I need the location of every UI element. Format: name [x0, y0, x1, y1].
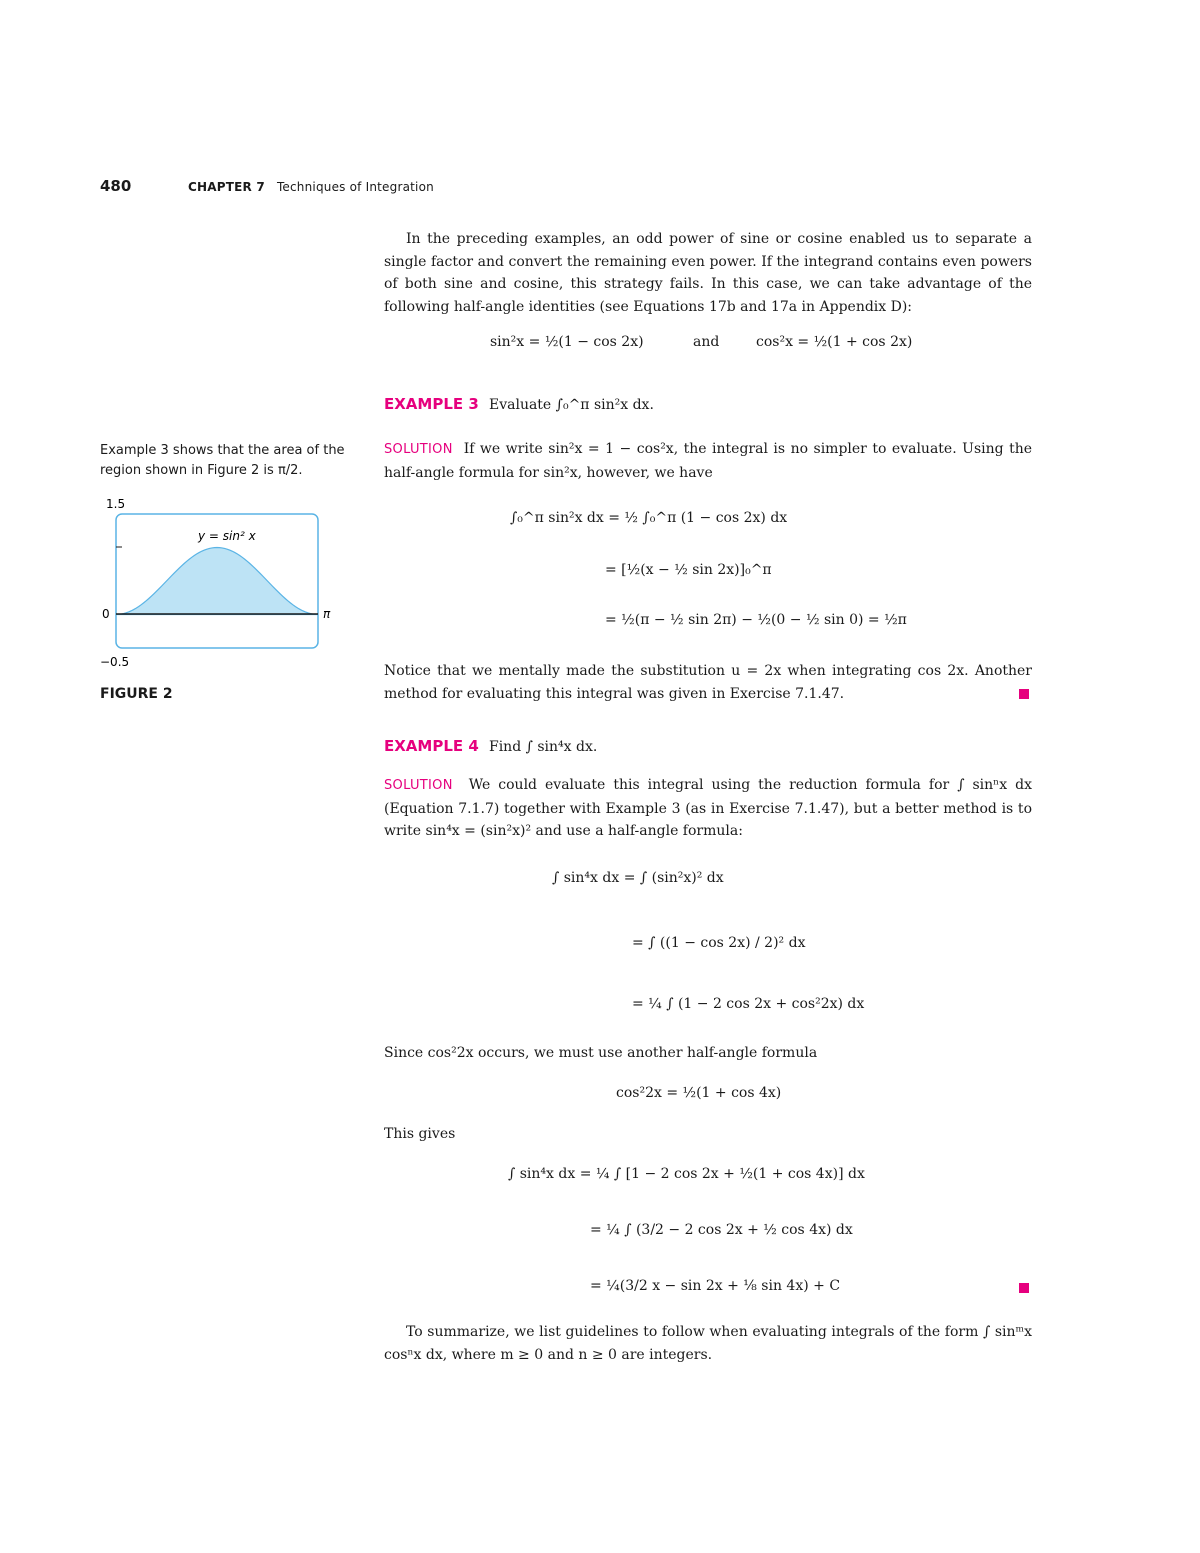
example-4-solution [384, 774, 1032, 843]
figure-sidenote: Example 3 shows that the area of the region shown in Figure 2 is π/2. [100, 443, 345, 478]
solution-label-4: SOLUTION [384, 778, 453, 793]
identity-sin: sin²x = ½(1 − cos 2x) [490, 334, 644, 350]
example-4-eq7: = ¼(3/2 x − sin 2x + ⅛ sin 4x) + C [590, 1278, 841, 1294]
running-header [188, 180, 434, 194]
example-3-solution-text: If we write sin²x = 1 − cos²x, the integral is no simpler to evaluate. Using the half-angle formula for sin²x, however, we have [384, 441, 1032, 481]
example-3-eq1: ∫₀^π sin²x dx = ½ ∫₀^π (1 − cos 2x) dx [510, 510, 788, 526]
example-4-this-gives: This gives [384, 1126, 456, 1142]
example-4-eq4: cos²2x = ½(1 + cos 4x) [616, 1085, 782, 1101]
identity-and: and [693, 334, 720, 350]
summary-paragraph: To summarize, we list guidelines to follow when evaluating integrals of the form ∫ sinᵐx cosⁿx dx, where m ≥ 0 and n ≥ 0 are integers. [384, 1324, 1032, 1363]
figure-2-graph [98, 494, 348, 674]
example-3-solution [384, 438, 1032, 484]
example-4-eq2: = ∫ ((1 − cos 2x) / 2)² dx [632, 935, 806, 951]
example-4-eq1: ∫ sin⁴x dx = ∫ (sin²x)² dx [552, 870, 724, 886]
example-3-label: EXAMPLE 3 [384, 395, 479, 413]
y-tick-0: 0 [102, 607, 110, 621]
sin-squared-area [116, 548, 318, 615]
x-tick-pi: π [323, 607, 331, 621]
example-3-notice: Notice that we mentally made the substitution u = 2x when integrating cos 2x. Another method for evaluating this integral was given in Exercise 7.1.47. [384, 663, 1032, 702]
page-number: 480 [100, 177, 132, 195]
intro-paragraph: In the preceding examples, an odd power of sine or cosine enabled us to separate a single factor and convert the remaining even power. If the integrand contains even powers of both sine and cosine, this strategy fails. In this case, we can take advantage of the following half-angle identities (see Equations 17b and 17a in Appendix D): [384, 231, 1032, 315]
chapter-title: Techniques of Integration [276, 180, 434, 194]
example-3-prompt: Evaluate ∫₀^π sin²x dx. [488, 397, 654, 413]
example-3-eq2: = [½(x − ½ sin 2x)]₀^π [605, 562, 772, 578]
example-4-label: EXAMPLE 4 [384, 737, 479, 755]
example-4-prompt: Find ∫ sin⁴x dx. [488, 739, 598, 755]
identity-cos: cos²x = ½(1 + cos 2x) [756, 334, 913, 350]
chapter-number: CHAPTER 7 [188, 180, 265, 194]
example-4-since: Since cos²2x occurs, we must use another half-angle formula [384, 1045, 818, 1061]
figure-label: FIGURE 2 [100, 686, 173, 702]
example-4-solution-text: We could evaluate this integral using the reduction formula for ∫ sinⁿx dx (Equation 7.1.7) together with Example 3 (as in Exercise 7.1.47), but a better method is to write sin⁴x = (sin²x)² and use a half-angle formula: [384, 777, 1032, 839]
end-of-proof-marker [1019, 689, 1029, 699]
function-label: y = sin² x [198, 529, 256, 543]
example-3-heading [384, 394, 654, 413]
example-4-eq3: = ¼ ∫ (1 − 2 cos 2x + cos²2x) dx [632, 996, 865, 1012]
y-tick-1-5: 1.5 [106, 497, 126, 511]
end-of-proof-marker-2 [1019, 1283, 1029, 1293]
example-3-eq3: = ½(π − ½ sin 2π) − ½(0 − ½ sin 0) = ½π [605, 612, 907, 628]
example-4-eq6: = ¼ ∫ (3/2 − 2 cos 2x + ½ cos 4x) dx [590, 1222, 853, 1238]
example-4-heading [384, 736, 597, 755]
example-4-eq5: ∫ sin⁴x dx = ¼ ∫ [1 − 2 cos 2x + ½(1 + cos 4x)] dx [508, 1166, 865, 1182]
solution-label: SOLUTION [384, 442, 453, 457]
y-tick-neg-0-5: −0.5 [100, 655, 130, 669]
